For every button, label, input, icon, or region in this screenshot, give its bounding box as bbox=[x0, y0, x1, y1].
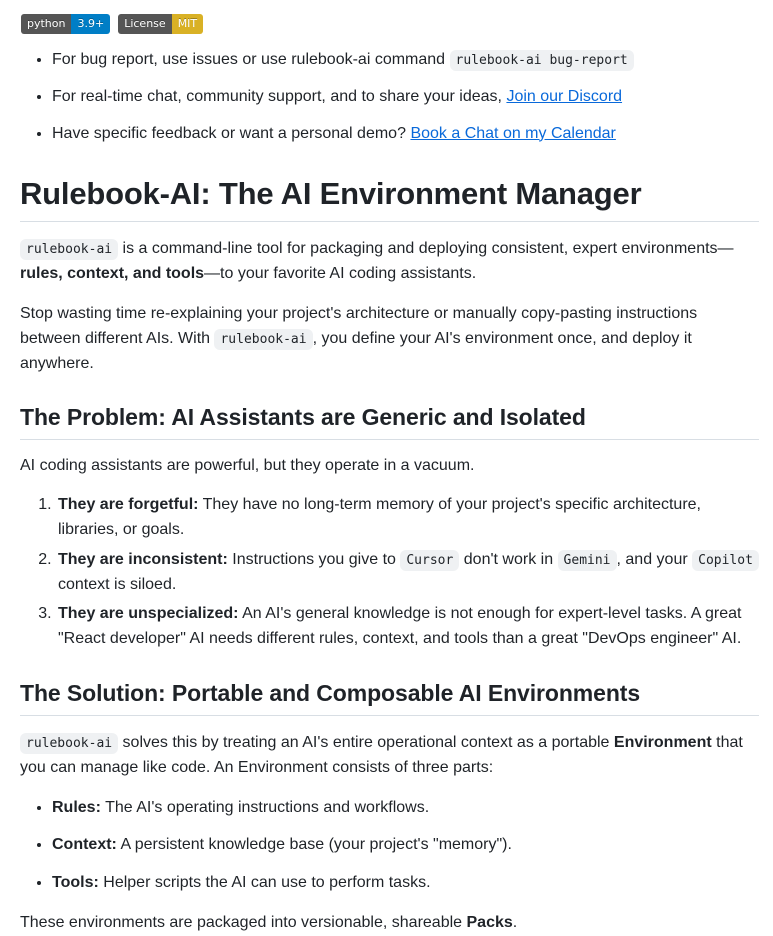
intro-p2-text-2: , you define your AI's environment once, and deploy it anywhere. bbox=[20, 329, 692, 372]
part-tools-text: Helper scripts the AI can use to perform tasks. bbox=[98, 874, 431, 892]
inline-code-rulebook-ai: rulebook-ai bbox=[20, 239, 118, 260]
inline-code-bug-report: rulebook-ai bug-report bbox=[450, 50, 634, 71]
list-item bbox=[52, 871, 759, 896]
python-version-badge[interactable] bbox=[21, 14, 110, 34]
part-rules-text: The AI's operating instructions and workflows. bbox=[100, 798, 430, 816]
part-rules-label: Rules: bbox=[52, 798, 101, 816]
intro-paragraph-1 bbox=[20, 237, 759, 287]
inline-code-rulebook-ai: rulebook-ai bbox=[214, 329, 312, 350]
problem-item-2-text-2: don't work in bbox=[459, 550, 558, 568]
bullet-text: For bug report, use issues or use rulebook-ai command bbox=[52, 51, 446, 68]
bullet-text: Have specific feedback or want a personal demo? bbox=[52, 124, 406, 142]
solution-p1-text-2: that you can manage like code. An Environment consists of three parts: bbox=[20, 733, 743, 776]
part-context-text: A persistent knowledge base (your project's "memory"). bbox=[116, 836, 512, 854]
bullet-text: For real-time chat, community support, and to share your ideas, bbox=[52, 87, 502, 105]
intro-bullet-list bbox=[20, 48, 759, 146]
discord-link[interactable]: Join our Discord bbox=[506, 87, 623, 105]
calendar-link[interactable]: Book a Chat on my Calendar bbox=[410, 124, 616, 142]
solution-p1-bold: Environment bbox=[613, 733, 712, 751]
list-item bbox=[52, 48, 759, 73]
intro-p2-text-1: Stop wasting time re-explaining your project's architecture or manually copy-pasting instructions between different AIs. With bbox=[20, 304, 698, 347]
list-item bbox=[56, 548, 759, 598]
page-title: Rulebook-AI: The AI Environment Manager bbox=[20, 176, 759, 222]
part-tools-label: Tools: bbox=[52, 874, 99, 892]
problem-item-2-text-1: Instructions you give to bbox=[227, 550, 401, 568]
license-badge[interactable] bbox=[118, 14, 203, 34]
intro-p1-bold: rules, context, and tools bbox=[20, 265, 205, 283]
intro-p1-text-1: is a command-line tool for packaging and deploying consistent, expert environments— bbox=[118, 240, 734, 258]
solution-p1-text-1: solves this by treating an AI's entire operational context as a portable bbox=[118, 733, 614, 751]
problem-list bbox=[20, 493, 759, 652]
problem-item-3-bold: They are unspecialized: bbox=[58, 605, 239, 623]
closing-text-2: . bbox=[512, 913, 518, 931]
inline-code-cursor: Cursor bbox=[400, 550, 459, 571]
list-item bbox=[56, 493, 759, 543]
list-item bbox=[56, 602, 759, 652]
python-badge-label: python bbox=[21, 14, 71, 34]
part-context-label: Context: bbox=[52, 836, 117, 854]
problem-lead-paragraph: AI coding assistants are powerful, but they operate in a vacuum. bbox=[20, 457, 475, 475]
intro-paragraph-2 bbox=[20, 302, 759, 376]
list-item bbox=[52, 85, 759, 110]
problem-item-1-text: They have no long-term memory of your project's specific architecture, libraries, or goals. bbox=[58, 496, 701, 538]
problem-item-2-bold: They are inconsistent: bbox=[58, 550, 228, 568]
solution-closing-paragraph bbox=[20, 911, 759, 936]
inline-code-gemini: Gemini bbox=[558, 550, 617, 571]
closing-bold-packs: Packs bbox=[466, 913, 513, 931]
solution-paragraph-1 bbox=[20, 731, 759, 781]
badge-row bbox=[21, 14, 759, 34]
problem-item-2-text-4: context is siloed. bbox=[58, 575, 177, 593]
list-item bbox=[52, 122, 759, 147]
closing-text-1: These environments are packaged into versionable, shareable bbox=[20, 913, 467, 931]
python-badge-value: 3.9+ bbox=[71, 14, 110, 34]
intro-p1-text-2: —to your favorite AI coding assistants. bbox=[204, 265, 477, 283]
section-heading-solution: The Solution: Portable and Composable AI Environments bbox=[20, 680, 759, 716]
problem-item-3-text: An AI's general knowledge is not enough for expert-level tasks. A great "React developer" AI needs different rules, context, and tools than a great "DevOps engineer" AI. bbox=[58, 605, 742, 648]
license-badge-label: License bbox=[118, 14, 171, 34]
list-item bbox=[52, 833, 759, 858]
license-badge-value: MIT bbox=[172, 14, 203, 34]
problem-item-1-bold: They are forgetful: bbox=[58, 496, 199, 514]
section-heading-problem: The Problem: AI Assistants are Generic and Isolated bbox=[20, 404, 759, 440]
problem-item-2-text-3: , and your bbox=[616, 550, 693, 568]
list-item bbox=[52, 796, 759, 821]
inline-code-copilot: Copilot bbox=[692, 550, 759, 571]
inline-code-rulebook-ai: rulebook-ai bbox=[20, 733, 118, 754]
